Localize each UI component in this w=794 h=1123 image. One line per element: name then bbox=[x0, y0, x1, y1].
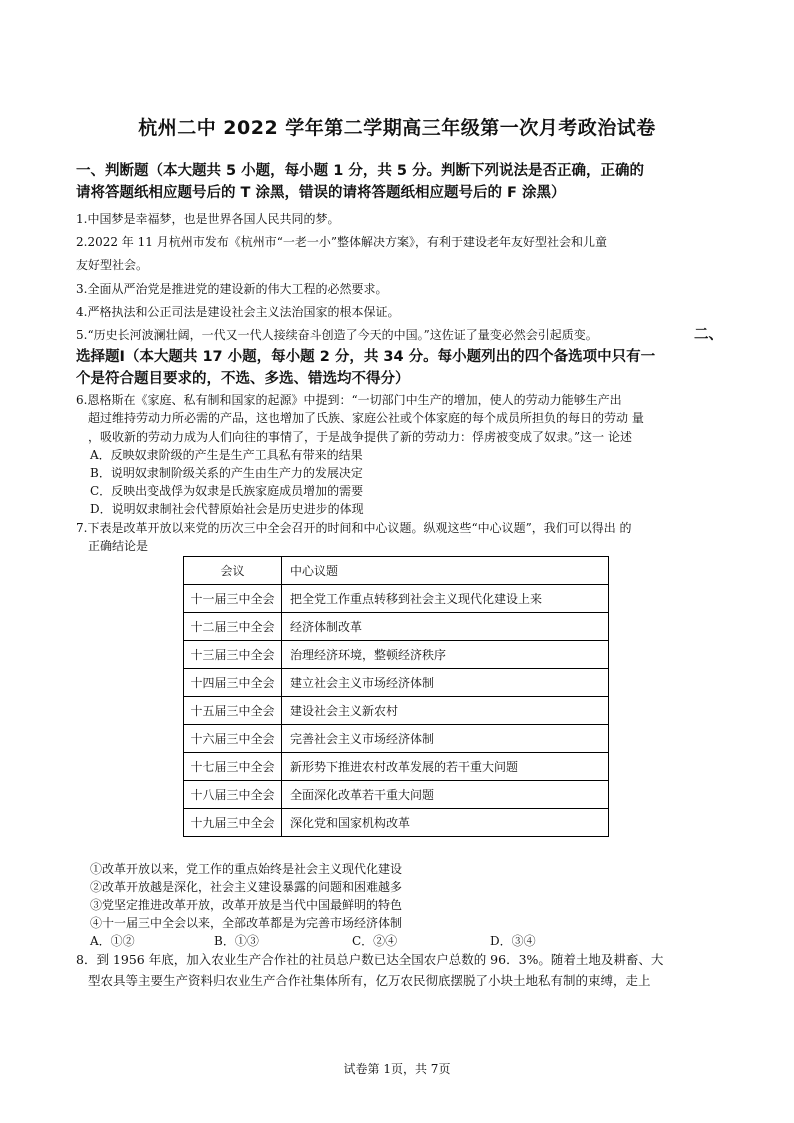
question-8-line2: 型农具等主要生产资料归农业生产合作社集体所有，亿万农民彻底摆脱了小块土地私有制的束缚，走上 bbox=[88, 973, 651, 988]
question-6-option-b: B．说明奴隶制阶级关系的产生由生产力的发展决定 bbox=[90, 466, 363, 480]
table-cell: 全面深化改革若干重大问题 bbox=[282, 781, 609, 809]
question-7-statement-3: ③党坚定推进改革开放，改革开放是当代中国最鲜明的特色 bbox=[90, 898, 403, 912]
table-cell: 经济体制改革 bbox=[282, 613, 609, 641]
table-cell: 建设社会主义新农村 bbox=[282, 697, 609, 725]
table-cell: 新形势下推进农村改革发展的若干重大问题 bbox=[282, 753, 609, 781]
table-row bbox=[184, 669, 609, 697]
section2-heading-line2: 选择题Ⅰ（本大题共 17 小题，每小题 2 分，共 34 分。每小题列出的四个备选项中只有一 bbox=[76, 349, 656, 365]
table-cell: 十七届三中全会 bbox=[184, 753, 282, 781]
question-8-line1: 8．到 1956 年底，加入农业生产合作社的社员总户数已达全国农户总数的 96．3%。随着土地及耕畜、大 bbox=[76, 952, 664, 967]
table-header-row bbox=[184, 557, 609, 585]
section2-heading-tail: 二、 bbox=[694, 327, 723, 343]
question-6-line1: 6.恩格斯在《家庭、私有制和国家的起源》中提到：“一切部门中生产的增加，使人的劳动力能够生产出 bbox=[76, 393, 622, 407]
question-7-statement-2: ②改革开放越是深化，社会主义建设暴露的问题和困难越多 bbox=[90, 880, 403, 894]
table-cell: 十三届三中全会 bbox=[184, 641, 282, 669]
table-row bbox=[184, 725, 609, 753]
question-7-line1: 7.下表是改革开放以来党的历次三中全会召开的时间和中心议题。纵观这些“中心议题”，我们可以得出 的 bbox=[76, 521, 632, 535]
table-cell: 完善社会主义市场经济体制 bbox=[282, 725, 609, 753]
question-7-statement-4: ④十一届三中全会以来，全部改革都是为完善市场经济体制 bbox=[90, 916, 403, 930]
question-7-option-d: D．③④ bbox=[490, 934, 536, 948]
page-title: 杭州二中 2022 学年第二学期高三年级第一次月考政治试卷 bbox=[138, 117, 656, 139]
table-row bbox=[184, 641, 609, 669]
question-7-line2: 正确结论是 bbox=[88, 539, 149, 553]
question-2-line1: 2.2022 年 11 月杭州市发布《杭州市“一老一小”整体解决方案》，有利于建设老年友好型社会和儿童 bbox=[76, 235, 607, 249]
question-7-option-a: A．①② bbox=[90, 934, 135, 948]
question-6-line3: ，吸收新的劳动力成为人们向往的事情了，于是战争提供了新的劳动力：俘虏被变成了奴隶。”这一 论述 bbox=[88, 430, 632, 444]
table-cell: 十九届三中全会 bbox=[184, 809, 282, 837]
question-1: 1.中国梦是幸福梦，也是世界各国人民共同的梦。 bbox=[76, 212, 340, 226]
section1-heading-line2: 请将答题纸相应题号后的 T 涂黑，错误的请将答题纸相应题号后的 F 涂黑） bbox=[76, 185, 566, 201]
question-5: 5.“历史长河波澜壮阔，一代又一代人接续奋斗创造了今天的中国。”这佐证了量变必然会引起质变。 bbox=[76, 328, 598, 342]
table-row bbox=[184, 613, 609, 641]
question-4: 4.严格执法和公正司法是建设社会主义法治国家的根本保证。 bbox=[76, 305, 400, 319]
table-cell: 十一届三中全会 bbox=[184, 585, 282, 613]
meeting-table bbox=[183, 556, 609, 837]
question-6-option-d: D．说明奴隶制社会代替原始社会是历史进步的体现 bbox=[90, 502, 364, 516]
table-cell: 把全党工作重点转移到社会主义现代化建设上来 bbox=[282, 585, 609, 613]
question-7-options bbox=[90, 932, 740, 950]
question-7-option-b: B．①③ bbox=[214, 934, 259, 948]
table-header-cell: 中心议题 bbox=[282, 557, 609, 585]
table-cell: 十八届三中全会 bbox=[184, 781, 282, 809]
question-6-option-c: C．反映出变战俘为奴隶是氏族家庭成员增加的需要 bbox=[90, 484, 364, 498]
table-cell: 十五届三中全会 bbox=[184, 697, 282, 725]
section1-heading-line1: 一、判断题（本大题共 5 小题，每小题 1 分，共 5 分。判断下列说法是否正确，正确的 bbox=[76, 163, 645, 179]
table-row bbox=[184, 585, 609, 613]
page-footer: 试卷第 1页，共 7页 bbox=[343, 1062, 451, 1076]
table-cell: 十二届三中全会 bbox=[184, 613, 282, 641]
table-row bbox=[184, 809, 609, 837]
question-2-line2: 友好型社会。 bbox=[76, 258, 149, 272]
table-cell: 深化党和国家机构改革 bbox=[282, 809, 609, 837]
table-row bbox=[184, 697, 609, 725]
table-cell: 治理经济环境，整顿经济秩序 bbox=[282, 641, 609, 669]
table-header-cell: 会议 bbox=[184, 557, 282, 585]
table-cell: 十四届三中全会 bbox=[184, 669, 282, 697]
question-7-option-c: C．②④ bbox=[352, 934, 398, 948]
table-cell: 建立社会主义市场经济体制 bbox=[282, 669, 609, 697]
table-row bbox=[184, 753, 609, 781]
table-row bbox=[184, 781, 609, 809]
question-7-statement-1: ①改革开放以来，党工作的重点始终是社会主义现代化建设 bbox=[90, 862, 403, 876]
question-3: 3.全面从严治党是推进党的建设新的伟大工程的必然要求。 bbox=[76, 282, 388, 296]
question-6-option-a: A．反映奴隶阶级的产生是生产工具私有带来的结果 bbox=[90, 448, 363, 462]
section2-heading-line3: 个是符合题目要求的，不选、多选、错选均不得分） bbox=[76, 371, 410, 387]
question-6-line2: 超过维持劳动力所必需的产品，这也增加了氏族、家庭公社或个体家庭的每个成员所担负的每日的劳动 量 bbox=[88, 411, 644, 425]
table-cell: 十六届三中全会 bbox=[184, 725, 282, 753]
